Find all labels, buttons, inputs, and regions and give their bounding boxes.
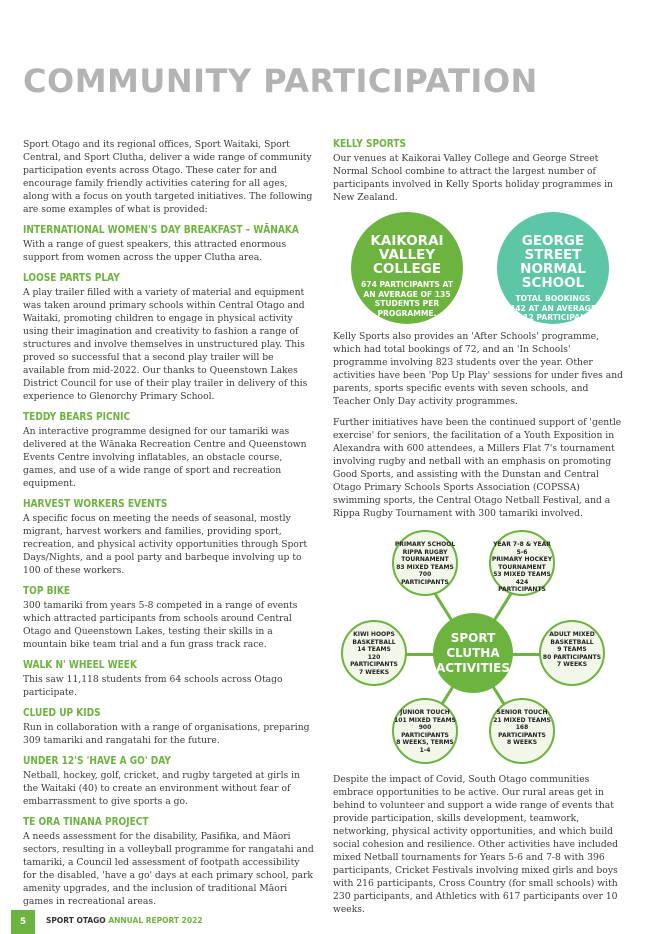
node-line: 9 TEAMS: [557, 646, 587, 653]
footer-report: ANNUAL REPORT 2022: [108, 916, 203, 925]
after-schools-paragraph: Kelly Sports also provides an 'After Schools' programme, which had total bookings of 72, and an 'In Schools' programme involving 823 students over the year. Other activities have been 'Pop Up Play' sessions for under fives and parents, sports specific events with seven schools, and Teacher Only Day activity programmes.: [333, 331, 624, 407]
node-line: TOURNAMENT: [498, 563, 546, 571]
section-heading: INTERNATIONAL WOMEN'S DAY BREAKFAST – WĀNAKA: [23, 224, 299, 236]
initiatives-paragraph: Further initiatives have been the continued support of 'gentle exercise' for seniors, the facilitation of a Youth Exposition in Alexandra with 600 attendees, a Millers Flat 7's tournament involving rugby and netball with an emphasis on promoting Good Sports, and assisting with the Dunstan and Central Otago Primary Schools Sports Association (COPSSA) swimming sports, the Central Otago Netball Festival, and a Rippa Rugby Tournament with 300 tamariki involved.: [333, 417, 622, 519]
node-line: YEAR 7-8 & YEAR 5-6: [493, 541, 551, 556]
sport-clutha-hub: [433, 613, 513, 693]
footer-org: SPORT OTAGO: [46, 916, 106, 925]
node-line: 8 WEEKS: [506, 739, 538, 746]
node-line: 83 MIXED TEAMS: [396, 563, 454, 571]
node-line: JUNIOR TOUCH: [400, 709, 450, 716]
right-column: [333, 138, 625, 924]
section-heading: TEDDY BEARS PICNIC: [23, 411, 131, 423]
section-body: Run in collaboration with a range of organisations, preparing 309 tamariki and rangatahi for the future.: [23, 722, 310, 746]
hub-line: SPORT: [450, 631, 496, 645]
node-line: 8 WEEKS, TERMS 1-4: [396, 739, 454, 754]
node-line: 21 MIXED TEAMS: [493, 716, 551, 724]
kelly-sports-body: Our venues at Kaikorai Valley College and George Street Normal School combine to attract the largest number of participants involved in Kelly Sports holiday programmes in New Zealand.: [333, 153, 613, 203]
node-line: 101 MIXED TEAMS: [394, 716, 456, 724]
section-heading: TOP BIKE: [23, 585, 71, 597]
node-line: 424 PARTICIPANTS: [498, 578, 546, 593]
section-body: With a range of guest speakers, this attracted enormous support from women across the upper Clutha area.: [23, 239, 287, 263]
section-heading: TE ORA TINANA PROJECT: [23, 816, 149, 828]
node-rippa-rugby: [392, 530, 458, 596]
sport-clutha-diagram: [333, 530, 625, 765]
node-line: 168 PARTICIPANTS: [498, 724, 546, 739]
node-adult-basketball: [539, 620, 605, 686]
south-otago-paragraph: Despite the impact of Covid, South Otago communities embrace opportunities to be active. Our rural areas get in behind to volunteer and support a wide range of events that provide participation, skills development, teamwork, networking, physical activity opportunities, and which build social cohesion and resilience. Other activities have included mixed Netball tournaments for Years 5-6 and 7-8 with 396 participants, Cricket Festivals involving mixed girls and boys with 216 participants, Cross Country (for small schools) with 230 participants, and Athletics with 617 participants over 10 weeks.: [333, 774, 619, 915]
section-body: Netball, hockey, golf, cricket, and rugby targeted at girls in the Waitaki (40) to create an environment without fear of embarrassment to give sports a go.: [23, 770, 300, 807]
section-body: An interactive programme designed for our tamariki was delivered at the Wānaka Recreation Centre and Queenstown Events Centre involving inflatables, an obstacle course, games, and use of a wide range of sport and recreation equipment.: [23, 426, 307, 489]
node-line: PRIMARY HOCKEY: [491, 556, 553, 563]
node-line: ADULT MIXED: [549, 631, 595, 638]
intro-paragraph: Sport Otago and its regional offices, Sport Waitaki, Sport Central, and Sport Clutha, deliver a wide range of community participation events across Otago. These cater for and encourage family friendly activities catering for all ages, along with a focus on youth targeted initiatives. The following are some examples of what is provided:: [23, 139, 313, 215]
kaikorai-circle: [351, 212, 463, 324]
node-primary-hockey: [489, 530, 555, 596]
node-line: 7 WEEKS: [358, 668, 390, 676]
node-junior-touch: [392, 698, 458, 764]
george-street-circle: [497, 212, 609, 332]
section-body: A play trailer filled with a variety of material and equipment was taken around primary schools within Central Otago and Waitaki, promoting children to engage in physical activity using their imagination and creativity to fashion a range of structures and involve themselves in unstructured play. This proved so successful that a second play trailer will be available from mid-2022. Our thanks to Queenstown Lakes District Council for use of their play trailer in delivery of this experience to Glenorchy Primary School.: [23, 287, 308, 402]
section-heading: LOOSE PARTS PLAY: [23, 272, 120, 284]
hub-line: CLUTHA: [446, 646, 500, 660]
circle-detail: TOTAL BOOKINGS 442 AT AN AVERAGE OF 12 PARTICIPANTS PER SESSION.: [509, 294, 597, 332]
node-line: 700 PARTICIPANTS: [401, 571, 449, 586]
node-line: 53 MIXED TEAMS: [493, 571, 551, 578]
section-heading: HARVEST WORKERS EVENTS: [23, 498, 168, 510]
node-line: SENIOR TOUCH: [496, 709, 548, 716]
section-body: 300 tamariki from years 5-8 competed in a range of events which attracted participants from schools around Central Otago and Queenstown Lakes, testing their skills in a mountain bike team trial and a fun grass track race.: [23, 600, 298, 650]
node-line: PRIMARY SCHOOL: [394, 541, 456, 548]
section-body: This saw 11,118 students from 64 schools across Otago participate.: [23, 674, 283, 698]
node-kiwi-hoops: [341, 620, 407, 686]
page-title: COMMUNITY PARTICIPATION: [23, 62, 538, 100]
kelly-sports-heading: KELLY SPORTS: [333, 138, 406, 150]
circle-title: KAIKORAI VALLEY COLLEGE: [370, 233, 444, 277]
page-footer: [0, 910, 645, 934]
node-line: 80 PARTICIPANTS: [542, 653, 602, 661]
section-heading: WALK N' WHEEL WEEK: [23, 659, 137, 671]
circle-title: GEORGE STREET NORMAL SCHOOL: [520, 233, 586, 291]
section-body: A specific focus on meeting the needs of seasonal, mostly migrant, harvest workers and families, providing sport, recreation, and physical activity opportunities through Sport Days/Nights, and a pool party and barbeque involving up to 100 of these workers.: [23, 513, 308, 576]
node-line: KIWI HOOPS: [353, 631, 395, 638]
node-line: 120 PARTICIPANTS: [350, 653, 398, 668]
left-column: [23, 138, 315, 916]
node-line: TOURNAMENT: [401, 556, 449, 563]
node-line: BASKETBALL: [550, 638, 594, 646]
node-line: 900 PARTICIPANTS: [401, 724, 449, 739]
section-heading: UNDER 12'S 'HAVE A GO' DAY: [23, 755, 171, 767]
node-line: RIPPA RUGBY: [402, 548, 448, 556]
section-body: A needs assessment for the disability, Pasifika, and Māori sectors, resulting in a volleyball programme for rangatahi and tamariki, a Council led assessment of footpath accessibility for the disabled, 'have a go' days at each primary school, park amenity upgrades, and the inclusion of traditional Māori games in recreational areas.: [23, 831, 314, 907]
hub-line: ACTIVITIES: [436, 661, 510, 675]
circle-detail: 674 PARTICIPANTS AT AN AVERAGE OF 135 STUDENTS PER PROGRAMME.: [361, 280, 454, 318]
node-line: BASKETBALL: [352, 638, 396, 646]
node-line: 14 TEAMS: [357, 646, 391, 653]
footer-text: [46, 916, 203, 925]
page-number: 5: [11, 910, 35, 934]
kelly-venues-graphic: [333, 212, 625, 332]
section-heading: CLUED UP KIDS: [23, 707, 101, 719]
node-line: 7 WEEKS: [556, 661, 588, 668]
node-senior-touch: [489, 698, 555, 764]
